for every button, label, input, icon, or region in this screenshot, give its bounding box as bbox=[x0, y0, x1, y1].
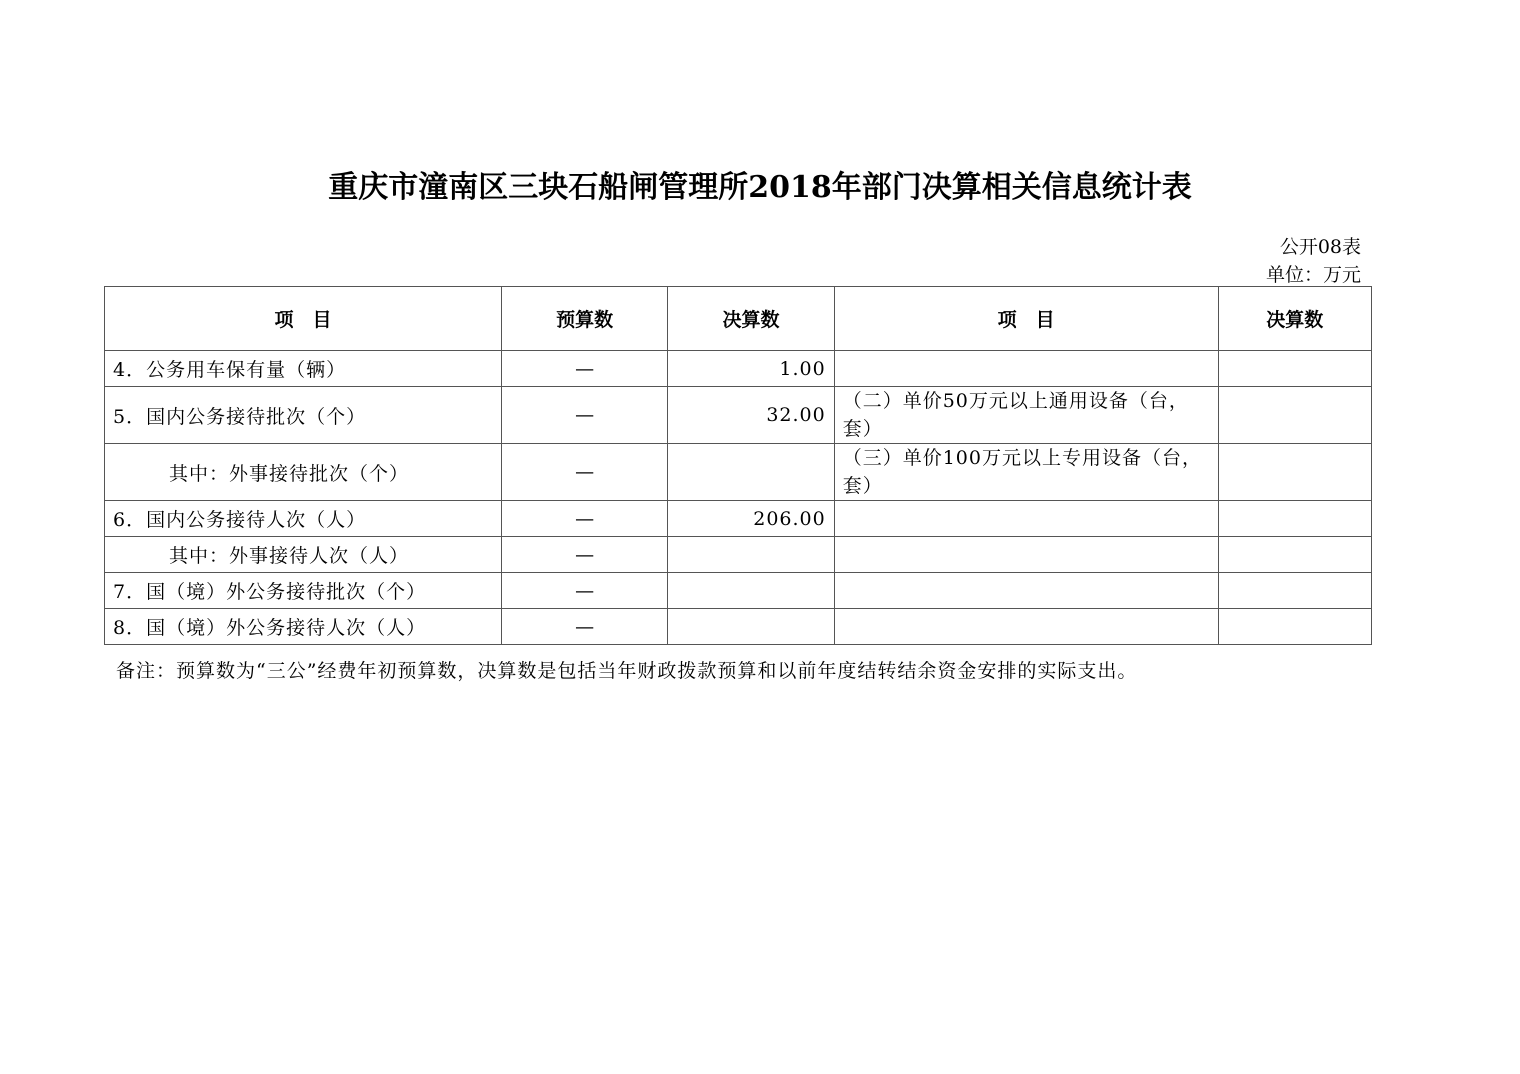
header-budget: 预算数 bbox=[501, 287, 667, 351]
row-item: 5．国内公务接待批次（个） bbox=[105, 387, 502, 444]
row-final2 bbox=[1218, 537, 1371, 573]
row-final bbox=[668, 444, 834, 501]
row-budget: — bbox=[501, 609, 667, 645]
row-final2 bbox=[1218, 501, 1371, 537]
table-code: 公开08表 bbox=[1279, 236, 1361, 258]
table-row bbox=[105, 351, 1372, 387]
row-item2 bbox=[834, 573, 1218, 609]
row-final: 32.00 bbox=[668, 387, 834, 444]
row-final2 bbox=[1218, 444, 1371, 501]
row-item2: （三）单价100万元以上专用设备（台，套） bbox=[834, 444, 1218, 501]
header-final2: 决算数 bbox=[1218, 287, 1371, 351]
table-header-row bbox=[105, 287, 1372, 351]
table-row bbox=[105, 573, 1372, 609]
row-item: 8．国（境）外公务接待人次（人） bbox=[105, 609, 502, 645]
row-final: 1.00 bbox=[668, 351, 834, 387]
row-final2 bbox=[1218, 609, 1371, 645]
row-final2 bbox=[1218, 387, 1371, 444]
row-final2 bbox=[1218, 573, 1371, 609]
row-budget: — bbox=[501, 573, 667, 609]
table-row bbox=[105, 537, 1372, 573]
table-row bbox=[105, 609, 1372, 645]
table-row bbox=[105, 501, 1372, 537]
header-item2: 项 目 bbox=[834, 287, 1218, 351]
row-final: 206.00 bbox=[668, 501, 834, 537]
row-item: 其中：外事接待人次（人） bbox=[105, 537, 502, 573]
row-final bbox=[668, 573, 834, 609]
row-item2 bbox=[834, 501, 1218, 537]
row-item: 4．公务用车保有量（辆） bbox=[105, 351, 502, 387]
row-budget: — bbox=[501, 387, 667, 444]
header-final: 决算数 bbox=[668, 287, 834, 351]
row-budget: — bbox=[501, 351, 667, 387]
row-item2 bbox=[834, 351, 1218, 387]
row-final2 bbox=[1218, 351, 1371, 387]
row-item2 bbox=[834, 537, 1218, 573]
row-final bbox=[668, 609, 834, 645]
row-item: 其中：外事接待批次（个） bbox=[105, 444, 502, 501]
row-item: 7．国（境）外公务接待批次（个） bbox=[105, 573, 502, 609]
header-item: 项 目 bbox=[105, 287, 502, 351]
row-budget: — bbox=[501, 444, 667, 501]
row-item2 bbox=[834, 609, 1218, 645]
row-item2: （二）单价50万元以上通用设备（台，套） bbox=[834, 387, 1218, 444]
table-row bbox=[105, 444, 1372, 501]
unit-label: 单位：万元 bbox=[1265, 264, 1361, 286]
table-row bbox=[105, 387, 1372, 444]
page-title: 重庆市潼南区三块石船闸管理所2018年部门决算相关信息统计表 bbox=[328, 170, 1192, 205]
row-item: 6．国内公务接待人次（人） bbox=[105, 501, 502, 537]
row-budget: — bbox=[501, 537, 667, 573]
footnote: 备注：预算数为“三公”经费年初预算数，决算数是包括当年财政拨款预算和以前年度结转结余资金安排的实际支出。 bbox=[116, 660, 1138, 682]
row-budget: — bbox=[501, 501, 667, 537]
row-final bbox=[668, 537, 834, 573]
stats-table bbox=[104, 286, 1372, 645]
